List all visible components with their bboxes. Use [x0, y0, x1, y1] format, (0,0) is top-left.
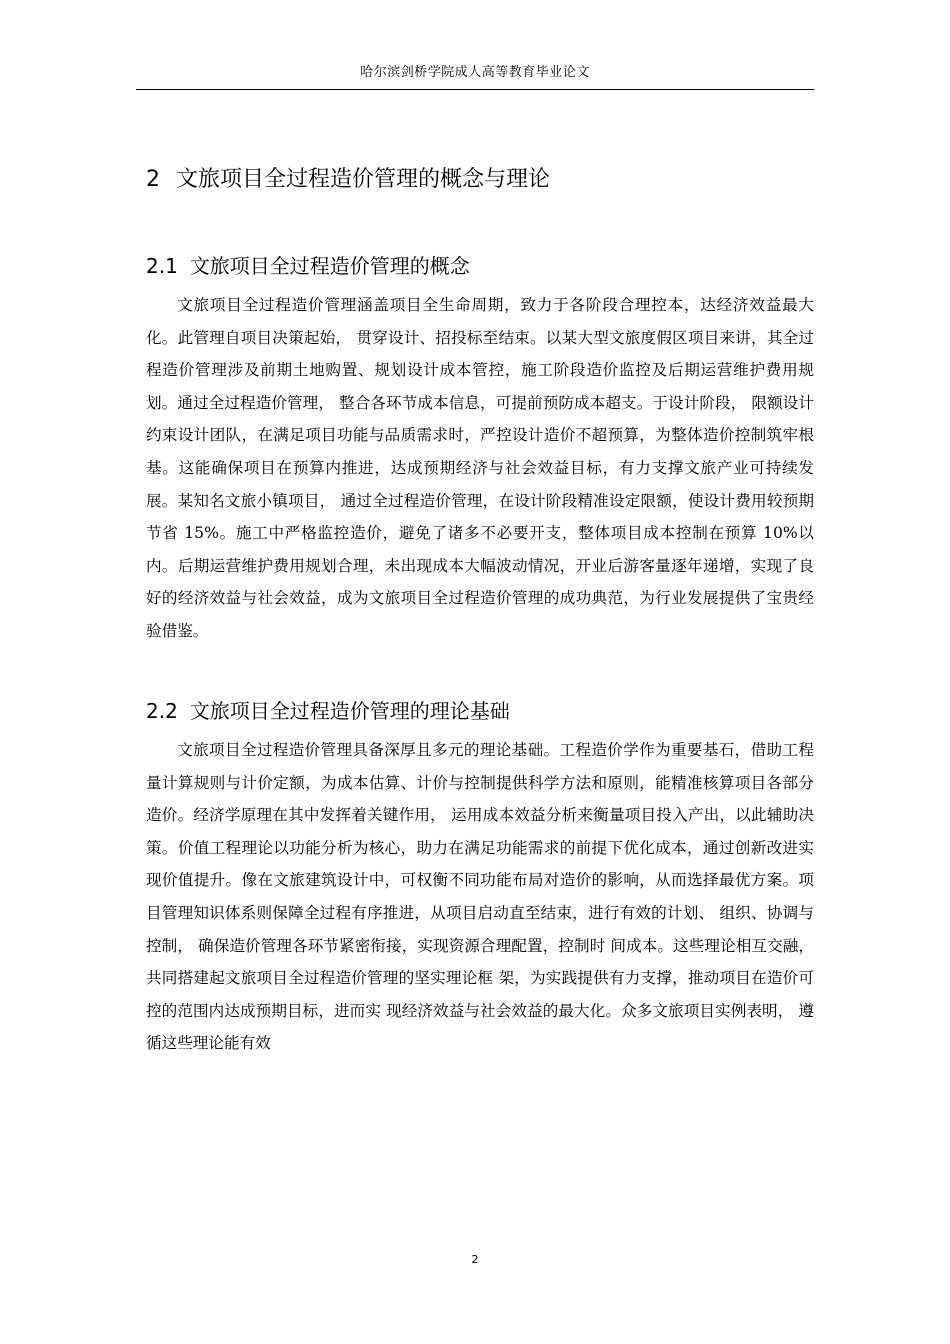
page-header: 哈尔滨剑桥学院成人高等教育毕业论文: [360, 65, 590, 80]
paragraph-theory: 文旅项目全过程造价管理具备深厚且多元的理论基础。工程造价学作为重要基石，借助工程量计算规则与计价定额，为成本估算、计价与控制提供科学方法和原则，能精准核算项目各部分造价。经济学原理在其中发挥着关键作用， 运用成本效益分析来衡量项目投入产出，以此辅助决策。价值工程理论以功能分析为核心，助力在满足功能需求的前提下优化成本，通过创新改进实现价值提升。像在文旅建筑设计中，可权衡不同功能布局对造价的影响，从而选择最优方案。项目管理知识体系则保障全过程有序推进，从项目启动直至结束，进行有效的计划、 组织、协调与控制， 确保造价管理各环节紧密衔接，实现资源合理配置，控制时 间成本。这些理论相互交融， 共同搭建起文旅项目全过程造价管理的坚实理论框 架，为实践提供有力支撑，推动项目在造价可控的范围内达成预期目标，进而实 现经济效益与社会效益的最大化。众多文旅项目实例表明， 遵循这些理论能有效: [146, 741, 814, 1053]
section-title-2-2: [146, 698, 826, 724]
paragraph-concept: 文旅项目全过程造价管理涵盖项目全生命周期，致力于各阶段合理控本，达经济效益最大化。此管理自项目决策起始， 贯穿设计、招投标至结束。以某大型文旅度假区项目来讲，其全过程造价管理涉及前期土地购置、规划设计成本管控，施工阶段造价监控及后期运营维护费用规划。通过全过程造价管理， 整合各环节成本信息，可提前预防成本超支。于设计阶段， 限额设计约束设计团队，在满足项目功能与品质需求时，严控设计造价不超预算，为整体造价控制筑牢根基。这能确保项目在预算内推进，达成预期经济与社会效益目标，有力支撑文旅产业可持续发展。某知名文旅小镇项目， 通过全过程造价管理，在设计阶段精准设定限额，使设计费用较预期节省 15%。施工中严格监控造价，避免了诸多不必要开支，整体项目成本控制在预算 10%以内。后期运营维护费用规划合理，未出现成本大幅波动情况，开业后游客量逐年递增，实现了良好的经济效益与社会效益，成为文旅项目全过程造价管理的成功典范，为行业发展提供了宝贵经验借鉴。: [146, 296, 814, 640]
chapter-number: 2: [146, 167, 160, 192]
chapter-title: [146, 166, 826, 194]
chapter-title-text: 文旅项目全过程造价管理的概念与理论: [176, 167, 551, 192]
page-number: 2: [471, 1253, 479, 1266]
header-divider: [136, 89, 814, 90]
section-title-2-1: [146, 253, 826, 279]
section-number: 2.1: [146, 254, 178, 278]
section-number: 2.2: [146, 699, 178, 723]
section-title-text: 文旅项目全过程造价管理的概念: [189, 254, 470, 278]
section-title-text: 文旅项目全过程造价管理的理论基础: [189, 699, 510, 723]
